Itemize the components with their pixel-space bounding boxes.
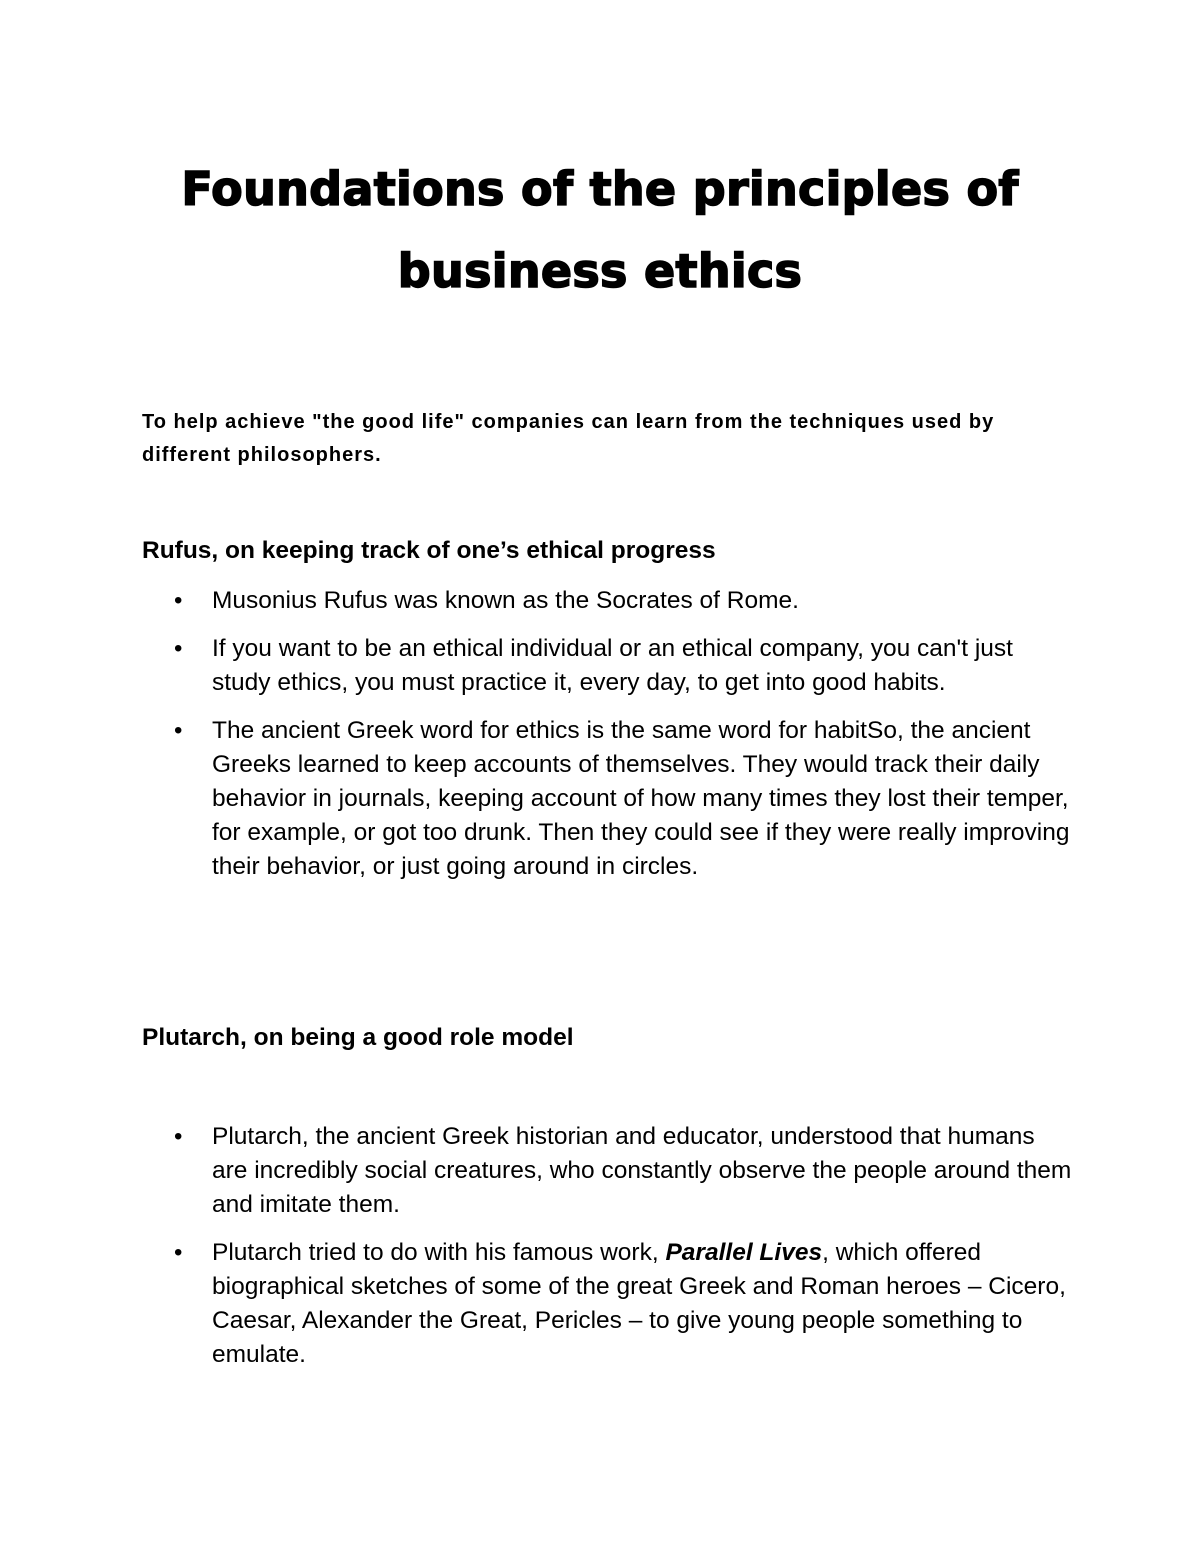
list-item-text: If you want to be an ethical individual or an ethical company, you can't just study ethics, you must practice it, every day, to get into good habits. [212, 635, 1013, 696]
intro-paragraph: To help achieve "the good life" companies can learn from the techniques used by different philosophers. [142, 411, 995, 466]
list-item [142, 714, 1072, 884]
list-item-text-after: , which offered biographical sketches of some of the great Greek and Roman heroes – Cicero, Caesar, Alexander the Great, Pericles – to give young people something to emulate. [212, 1239, 1066, 1368]
bullet-list-rufus [142, 584, 1072, 898]
list-item [142, 632, 1072, 700]
list-item-text: Musonius Rufus was known as the Socrates of Rome. [212, 587, 799, 614]
bullet-icon: • [174, 1123, 183, 1150]
list-item [142, 584, 1072, 618]
bullet-icon: • [174, 587, 183, 614]
bullet-icon: • [174, 717, 183, 744]
list-item [142, 1236, 1072, 1372]
bullet-icon: • [174, 1239, 183, 1266]
work-title: Parallel Lives [665, 1239, 823, 1266]
bullet-icon: • [174, 635, 183, 662]
list-item-text: Plutarch, the ancient Greek historian and educator, understood that humans are incredibly social creatures, who constantly observe the people around them and imitate them. [212, 1123, 1072, 1218]
list-item-text-before: Plutarch tried to do with his famous work, [212, 1239, 666, 1266]
section-heading-plutarch: Plutarch, on being a good role model [142, 1024, 574, 1051]
section-heading-rufus: Rufus, on keeping track of one’s ethical progress [142, 537, 716, 564]
document-title: Foundations of the principles of business ethics [181, 162, 1019, 298]
list-item-text: The ancient Greek word for ethics is the same word for habitSo, the ancient Greeks learned to keep accounts of themselves. They would track their daily behavior in journals, keeping account of how many times they lost their temper, for example, or got too drunk. Then they could see if they were really improving their behavior, or just going around in circles. [212, 717, 1070, 880]
list-item [142, 1120, 1072, 1222]
bullet-list-plutarch [142, 1120, 1072, 1386]
